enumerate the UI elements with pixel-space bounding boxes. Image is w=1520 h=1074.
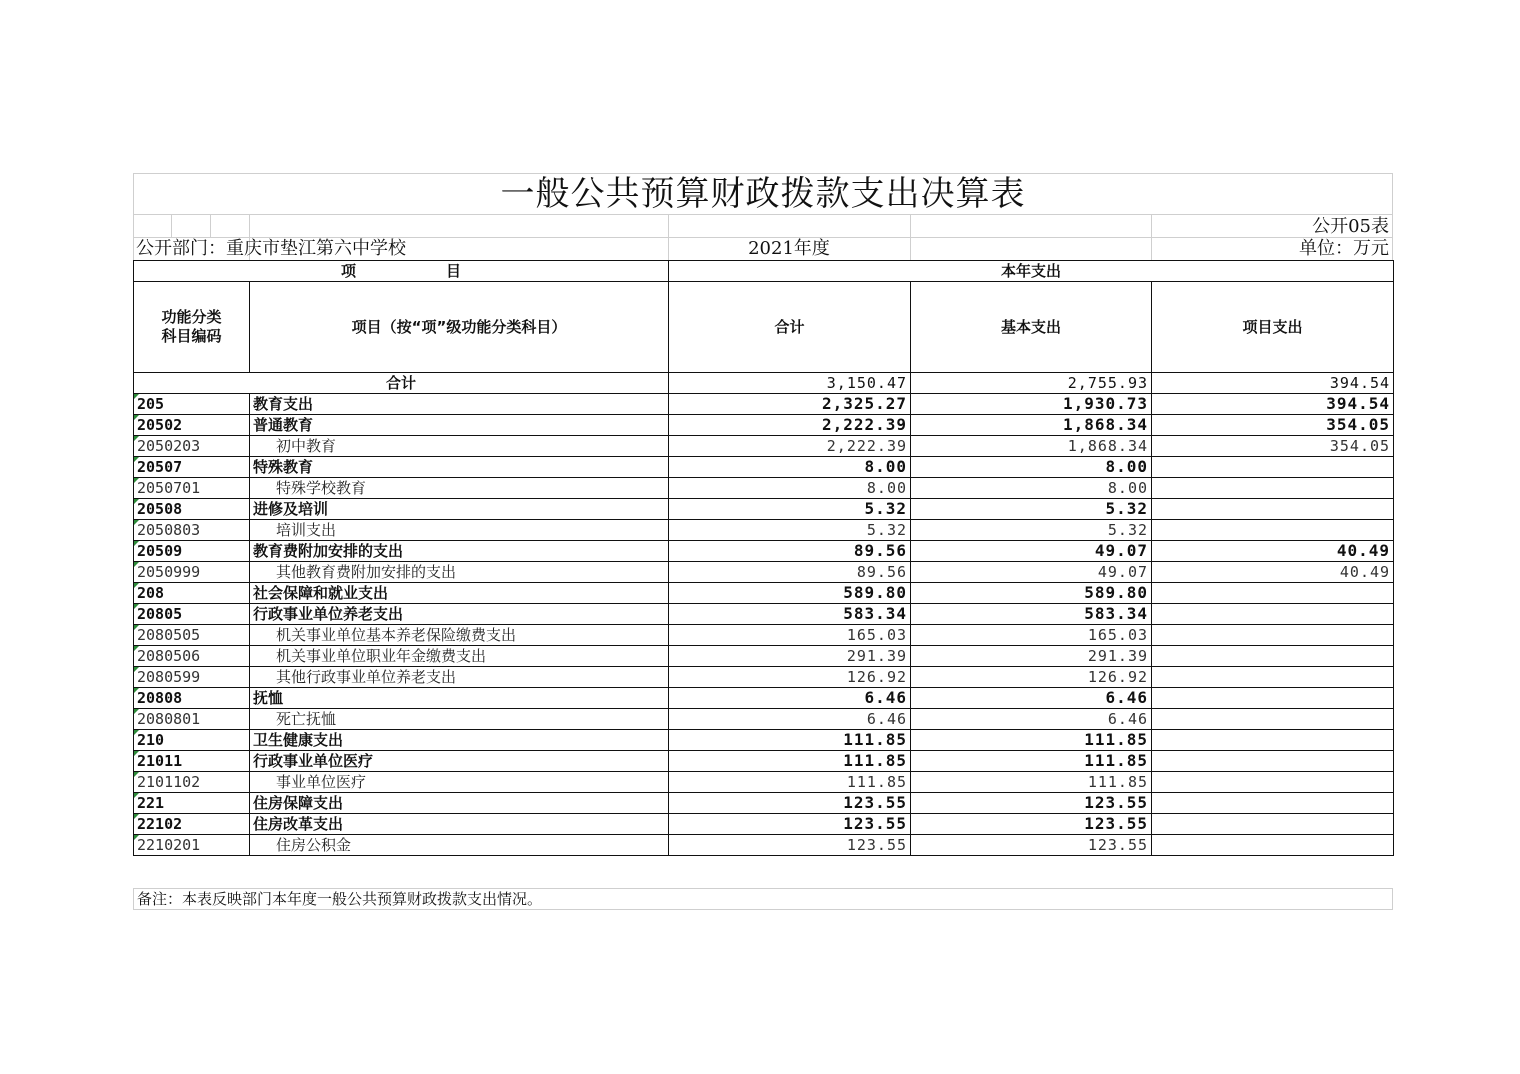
header-row [134, 282, 1394, 373]
row-project [1152, 520, 1394, 541]
row-basic: 8.00 [911, 478, 1152, 499]
header-current-year: 本年支出 [669, 261, 1394, 282]
table-row [134, 751, 1394, 772]
row-code: 2080505 [134, 625, 250, 646]
table-row [134, 541, 1394, 562]
row-code: 205 [134, 394, 250, 415]
row-code: 210 [134, 730, 250, 751]
row-basic: 111.85 [911, 772, 1152, 793]
row-total: 2,222.39 [669, 436, 911, 457]
row-project [1152, 667, 1394, 688]
row-code: 221 [134, 793, 250, 814]
row-code: 22102 [134, 814, 250, 835]
row-name: 死亡抚恤 [250, 709, 669, 730]
row-name: 进修及培训 [250, 499, 669, 520]
total-total: 3,150.47 [669, 373, 911, 394]
table-row [134, 394, 1394, 415]
row-name: 其他教育费附加安排的支出 [250, 562, 669, 583]
row-basic: 123.55 [911, 835, 1152, 856]
total-label: 合计 [134, 373, 669, 394]
table-row [134, 772, 1394, 793]
row-project [1152, 646, 1394, 667]
row-project [1152, 457, 1394, 478]
row-project [1152, 625, 1394, 646]
header-row [134, 261, 1394, 282]
row-project: 394.54 [1152, 394, 1394, 415]
row-code: 2080506 [134, 646, 250, 667]
row-code: 2210201 [134, 835, 250, 856]
row-total: 2,325.27 [669, 394, 911, 415]
table-row [134, 604, 1394, 625]
row-name: 普通教育 [250, 415, 669, 436]
row-name: 事业单位医疗 [250, 772, 669, 793]
total-row [134, 373, 1394, 394]
department-label: 公开部门：重庆市垫江第六中学校 [136, 238, 406, 259]
row-name: 住房公积金 [250, 835, 669, 856]
row-basic: 5.32 [911, 499, 1152, 520]
unit-label: 单位：万元 [1299, 238, 1389, 259]
header-basic: 基本支出 [911, 282, 1152, 373]
table-row [134, 562, 1394, 583]
row-code: 20509 [134, 541, 250, 562]
table-row [134, 583, 1394, 604]
table-row [134, 667, 1394, 688]
row-basic: 123.55 [911, 793, 1152, 814]
row-basic: 6.46 [911, 709, 1152, 730]
row-basic: 1,868.34 [911, 415, 1152, 436]
row-project [1152, 730, 1394, 751]
table-row [134, 793, 1394, 814]
row-name: 住房保障支出 [250, 793, 669, 814]
row-project: 40.49 [1152, 541, 1394, 562]
header-project: 项 目 [134, 261, 669, 282]
header-project-exp: 项目支出 [1152, 282, 1394, 373]
row-project [1152, 583, 1394, 604]
row-name: 机关事业单位职业年金缴费支出 [250, 646, 669, 667]
row-name: 初中教育 [250, 436, 669, 457]
row-basic: 165.03 [911, 625, 1152, 646]
row-total: 123.55 [669, 835, 911, 856]
row-total: 126.92 [669, 667, 911, 688]
row-name: 抚恤 [250, 688, 669, 709]
row-code: 2050803 [134, 520, 250, 541]
row-project [1152, 499, 1394, 520]
table-row [134, 457, 1394, 478]
row-total: 5.32 [669, 520, 911, 541]
grid-line [133, 214, 1393, 215]
row-code: 20507 [134, 457, 250, 478]
row-project [1152, 835, 1394, 856]
table-row [134, 625, 1394, 646]
row-basic: 589.80 [911, 583, 1152, 604]
table-row [134, 436, 1394, 457]
row-project [1152, 688, 1394, 709]
row-basic: 8.00 [911, 457, 1152, 478]
row-project [1152, 709, 1394, 730]
row-total: 6.46 [669, 709, 911, 730]
row-name: 社会保障和就业支出 [250, 583, 669, 604]
page-title: 一般公共预算财政拨款支出决算表 [500, 174, 1026, 214]
row-code: 2080599 [134, 667, 250, 688]
row-code: 20805 [134, 604, 250, 625]
grid-line [171, 214, 172, 237]
row-name: 卫生健康支出 [250, 730, 669, 751]
row-code: 20508 [134, 499, 250, 520]
row-basic: 49.07 [911, 562, 1152, 583]
row-basic: 291.39 [911, 646, 1152, 667]
row-total: 89.56 [669, 562, 911, 583]
row-name: 机关事业单位基本养老保险缴费支出 [250, 625, 669, 646]
row-basic: 1,930.73 [911, 394, 1152, 415]
row-code: 2050203 [134, 436, 250, 457]
header-code-line2: 科目编码 [161, 327, 222, 345]
row-total: 111.85 [669, 730, 911, 751]
row-code: 2080801 [134, 709, 250, 730]
row-name: 住房改革支出 [250, 814, 669, 835]
row-project [1152, 814, 1394, 835]
row-total: 89.56 [669, 541, 911, 562]
row-basic: 111.85 [911, 730, 1152, 751]
table-row [134, 499, 1394, 520]
table-row [134, 520, 1394, 541]
row-project: 354.05 [1152, 436, 1394, 457]
header-total: 合计 [669, 282, 911, 373]
table-row [134, 646, 1394, 667]
row-total: 291.39 [669, 646, 911, 667]
header-item: 项目（按“项”级功能分类科目） [250, 282, 669, 373]
table-row [134, 415, 1394, 436]
expenditure-table [133, 260, 1394, 856]
row-total: 8.00 [669, 478, 911, 499]
table-row [134, 478, 1394, 499]
row-name: 教育费附加安排的支出 [250, 541, 669, 562]
row-project [1152, 604, 1394, 625]
row-total: 165.03 [669, 625, 911, 646]
row-name: 培训支出 [250, 520, 669, 541]
row-basic: 6.46 [911, 688, 1152, 709]
fiscal-year: 2021年度 [748, 238, 830, 259]
row-basic: 1,868.34 [911, 436, 1152, 457]
row-name: 特殊教育 [250, 457, 669, 478]
row-name: 行政事业单位医疗 [250, 751, 669, 772]
header-code [134, 282, 250, 373]
row-name: 其他行政事业单位养老支出 [250, 667, 669, 688]
row-project [1152, 772, 1394, 793]
row-total: 8.00 [669, 457, 911, 478]
row-project [1152, 793, 1394, 814]
row-code: 20808 [134, 688, 250, 709]
row-name: 特殊学校教育 [250, 478, 669, 499]
row-basic: 111.85 [911, 751, 1152, 772]
total-basic: 2,755.93 [911, 373, 1152, 394]
row-total: 123.55 [669, 793, 911, 814]
row-code: 2050999 [134, 562, 250, 583]
row-total: 111.85 [669, 772, 911, 793]
row-code: 2050701 [134, 478, 250, 499]
table-row [134, 688, 1394, 709]
row-total: 2,222.39 [669, 415, 911, 436]
row-total: 5.32 [669, 499, 911, 520]
row-basic: 49.07 [911, 541, 1152, 562]
row-code: 20502 [134, 415, 250, 436]
row-basic: 123.55 [911, 814, 1152, 835]
row-basic: 126.92 [911, 667, 1152, 688]
row-total: 111.85 [669, 751, 911, 772]
row-total: 583.34 [669, 604, 911, 625]
grid-line [210, 214, 211, 237]
total-project: 394.54 [1152, 373, 1394, 394]
footnote: 备注：本表反映部门本年度一般公共预算财政拨款支出情况。 [133, 888, 1393, 910]
header-code-line1: 功能分类 [161, 308, 222, 326]
row-name: 教育支出 [250, 394, 669, 415]
row-total: 123.55 [669, 814, 911, 835]
grid-line [1151, 214, 1152, 260]
table-row [134, 835, 1394, 856]
table-row [134, 814, 1394, 835]
table-row [134, 730, 1394, 751]
row-project [1152, 751, 1394, 772]
row-total: 589.80 [669, 583, 911, 604]
row-project: 40.49 [1152, 562, 1394, 583]
row-project: 354.05 [1152, 415, 1394, 436]
row-basic: 583.34 [911, 604, 1152, 625]
table-row [134, 709, 1394, 730]
form-number: 公开05表 [1312, 216, 1389, 237]
row-total: 6.46 [669, 688, 911, 709]
row-project [1152, 478, 1394, 499]
row-code: 2101102 [134, 772, 250, 793]
row-basic: 5.32 [911, 520, 1152, 541]
row-code: 208 [134, 583, 250, 604]
row-code: 21011 [134, 751, 250, 772]
row-name: 行政事业单位养老支出 [250, 604, 669, 625]
grid-line [910, 214, 911, 260]
